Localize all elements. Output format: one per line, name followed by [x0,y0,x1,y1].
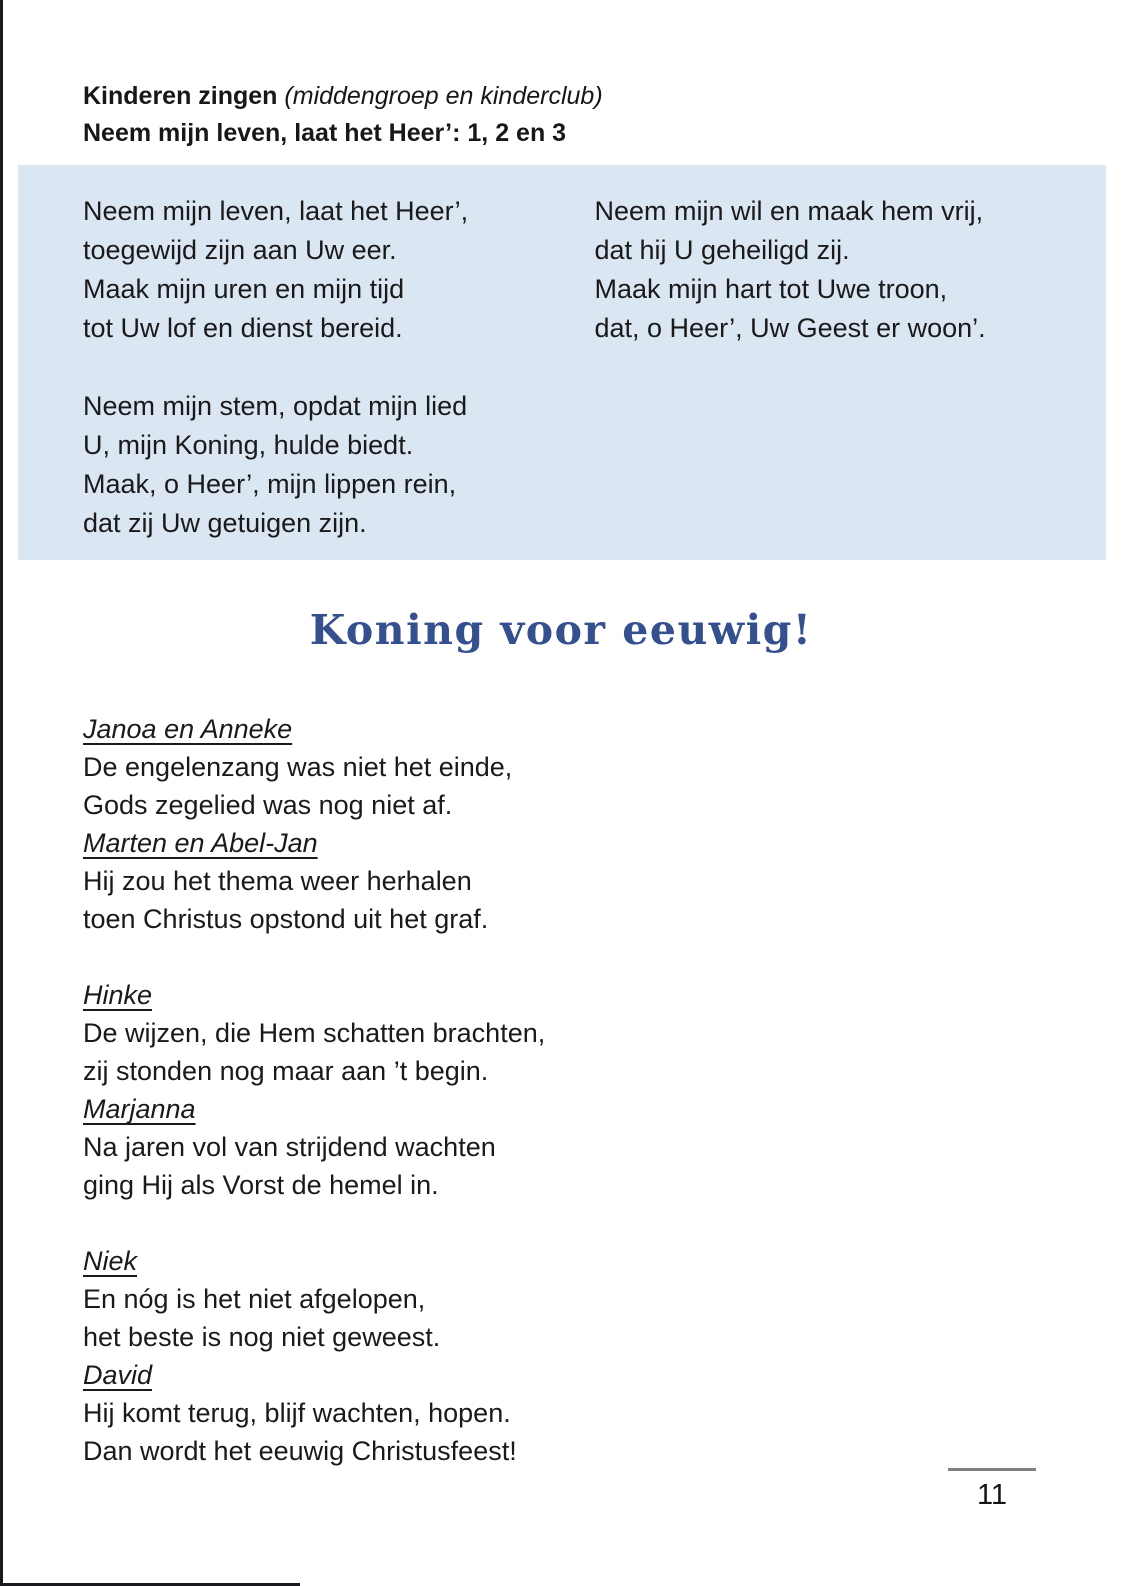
scan-edge-left [0,0,3,1586]
song-section-subgroup: (middengroep en kinderclub) [277,82,603,110]
verse-line: Neem mijn stem, opdat mijn lied [83,391,468,421]
speaker-name: Hinke [83,980,153,1010]
page-header [83,78,603,152]
poem-line: ging Hij als Vorst de hemel in. [83,1170,439,1200]
speaker-name: Marten en Abel-Jan [83,828,318,858]
verse-line: Maak mijn hart tot Uwe troon, [594,274,948,304]
speaker-name: Marjanna [83,1094,196,1124]
song-column-left [83,192,595,560]
verse-line: Neem mijn leven, laat het Heer’, [83,196,469,226]
verse-line: tot Uw lof en dienst bereid. [83,313,403,343]
page-number: 11 [976,1479,1008,1511]
poem-line: En nóg is het niet afgelopen, [83,1284,426,1314]
header-line-1 [83,78,603,115]
poem-line: De engelenzang was niet het einde, [83,752,513,782]
speaker-name: Niek [83,1246,138,1276]
poem-title: Koning voor eeuwig! [309,606,813,654]
verse-line: Neem mijn wil en maak hem vrij, [594,196,984,226]
poem-line: Gods zegelied was nog niet af. [83,790,453,820]
verse-line: dat zij Uw getuigen zijn. [83,508,367,538]
poem-group-3 [83,1242,545,1470]
verse-1 [83,192,595,348]
footer-divider [948,1468,1036,1471]
poem-body [83,710,545,1470]
song-column-right [595,192,1107,560]
verse-line: U, mijn Koning, hulde biedt. [83,430,414,460]
poem-line: toen Christus opstond uit het graf. [83,904,489,934]
speaker-name: Janoa en Anneke [83,714,293,744]
verse-line: dat hij U geheiligd zij. [594,235,850,265]
song-section-title: Kinderen zingen [83,82,278,110]
poem-line: Hij komt terug, blijf wachten, hopen. [83,1398,511,1428]
poem-line: Dan wordt het eeuwig Christusfeest! [83,1436,517,1466]
song-lyrics-box [18,165,1106,560]
verse-line: Maak, o Heer’, mijn lippen rein, [83,469,457,499]
poem-line: Na jaren vol van strijdend wachten [83,1132,496,1162]
verse-2 [595,192,1107,348]
speaker-name: David [83,1360,153,1390]
poem-group-1 [83,710,545,938]
poem-group-2 [83,976,545,1204]
poem-line: De wijzen, die Hem schatten brachten, [83,1018,546,1048]
page-footer [948,1468,1036,1512]
poem-line: zij stonden nog maar aan ’t begin. [83,1056,489,1086]
poem-line: het beste is nog niet geweest. [83,1322,441,1352]
verse-line: Maak mijn uren en mijn tijd [83,274,405,304]
verse-line: dat, o Heer’, Uw Geest er woon’. [594,313,986,343]
poem-line: Hij zou het thema weer herhalen [83,866,472,896]
song-title-line: Neem mijn leven, laat het Heer’: 1, 2 en 3 [83,119,567,147]
verse-3 [83,387,595,543]
verse-line: toegewijd zijn aan Uw eer. [83,235,397,265]
